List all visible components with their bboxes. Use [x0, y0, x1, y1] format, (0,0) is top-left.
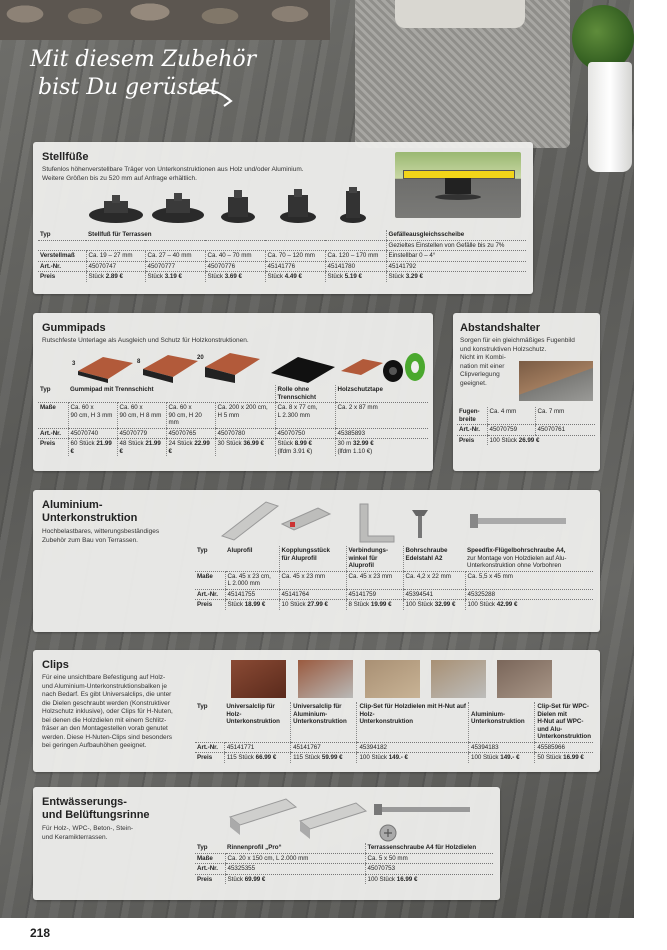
pad-number: 3	[72, 361, 76, 367]
table-row: Art.-Nr. 45325355 45070753	[195, 864, 493, 875]
section-title: Entwässerungs- und Belüftungsrinne	[42, 796, 150, 821]
gummipads-table	[38, 385, 428, 456]
price-cell: 115 Stück 66.99 €	[224, 753, 290, 763]
table-row: Art.-Nr. 45070747 45070777 45070776 45141776 45141780 45141792	[38, 261, 526, 272]
section-title: Stellfüße	[42, 151, 89, 163]
panel-aluminium	[33, 490, 600, 632]
cushion	[395, 0, 525, 28]
table-row: Preis 100 Stück 26.99 €	[457, 435, 595, 445]
panel-stellfuesse	[33, 142, 533, 294]
clip-photo	[497, 660, 552, 698]
rinne-images	[228, 795, 483, 843]
stone-border	[0, 0, 330, 40]
table-row: Art.-Nr. 45070740 45070779 45070765 45070780 45070750 45385893	[38, 428, 428, 439]
price-cell: Stück 69.99 €	[225, 874, 365, 884]
panel-clips	[33, 650, 600, 772]
abstandshalter-table	[457, 407, 595, 445]
price-cell: Stück 2.89 €	[86, 272, 145, 282]
price-cell: 100 Stück 149.- €	[469, 753, 535, 763]
table-row: Typ Stellfuß für Terrassen Gefälleausgleichsscheibe	[38, 230, 526, 240]
price-cell: 50 Stück 16.99 €	[535, 753, 593, 763]
table-row: Typ Aluprofil Kopplungsstück für Aluprofil Verbindungs- winkel für Aluprofil Bohrschraube Edelstahl A2 Speedfix-Flügelbohrschraube A4, zur Montage von Holzdielen auf Alu- Unterkonstruktion ohne Vorbohren	[195, 546, 593, 571]
table-row: Preis Stück 2.89 € Stück 3.19 € Stück 3.69 € Stück 4.49 € Stück 5.19 € Stück 3.29 €	[38, 272, 526, 282]
arrow-icon	[190, 86, 238, 112]
table-row: Typ Rinnenprofil „Pro“ Terrassenschraube A4 für Holzdielen	[195, 843, 493, 853]
price-cell: 100 Stück 149.- €	[357, 753, 469, 763]
table-row: Typ Gummipad mit Trennschicht Rolle ohne Trennschicht Holzschutztape	[38, 385, 428, 403]
price-cell: 100 Stück 16.99 €	[365, 874, 493, 884]
table-row: Gezieltes Einstellen von Gefälle bis zu 7%	[38, 240, 526, 251]
table-row: Typ Universalclip für Holz- Unterkonstruktion Universalclip für Aluminium- Unterkonstruktion Clip-Set für Holzdielen mit H-Nut auf Holz- Unterkonstruktion Aluminium- Unterkonstruktion Clip-Set für WPC-Dielen mit H-Nut auf WPC-und Alu- Unterkonstruktion	[197, 703, 591, 740]
price-cell: 100 Stück 42.99 €	[465, 600, 593, 610]
panel-abstandshalter	[453, 313, 600, 471]
section-title: Gummipads	[42, 322, 106, 334]
price-cell: 115 Stück 59.99 €	[291, 753, 357, 763]
table-row: Preis Stück 18.99 € 10 Stück 27.99 € 8 Stück 19.99 € 100 Stück 32.99 € 100 Stück 42.99 €	[195, 600, 593, 610]
price-cell: 10 Stück 27.99 €	[279, 600, 346, 610]
price-cell: Stück 3.29 €	[386, 272, 526, 282]
price-cell: 30 m 32.99 € (lfdm 1.10 €)	[335, 439, 428, 457]
entwaesserung-table	[195, 843, 493, 884]
plant-pot	[588, 62, 632, 172]
page-number: 218	[30, 926, 51, 940]
table-row: Art.-Nr. 45141771 45141767 45394182 45394183 45585966	[195, 742, 593, 753]
clip-photo	[298, 660, 353, 698]
section-desc: Sorgen für ein gleichmäßiges Fugenbild und konstruktiven Holzschutz. Nicht im Kombi- nation mit einer Clipverlegung geeignet.	[460, 337, 575, 387]
abstandshalter-photo	[519, 361, 593, 401]
price-cell: 8 Stück 19.99 €	[346, 600, 403, 610]
table-row: Preis 115 Stück 66.99 € 115 Stück 59.99 € 100 Stück 149.- € 100 Stück 149.- € 50 Stück 16.99 €	[195, 753, 593, 763]
section-title: Clips	[42, 659, 69, 671]
section-desc: Stufenlos höhenverstellbare Träger von Unterkonstruktionen aus Holz und/oder Aluminium. Weitere Größen bis zu 520 mm auf Anfrage erhältlich.	[42, 166, 304, 182]
headline-line-2: bist Du gerüstet	[38, 75, 219, 100]
table-row: Maße Ca. 60 x 90 cm, H 3 mm Ca. 60 x 90 cm, H 8 mm Ca. 60 x 90 cm, H 20 mm Ca. 200 x 200 cm, H 5 mm Ca. 8 x 77 cm, L 2.300 mm Ca. 2 x 87 mm	[38, 403, 428, 429]
price-cell: 24 Stück 22.99 €	[166, 439, 215, 457]
gummipad-images	[73, 349, 428, 385]
pad-number: 20	[197, 355, 204, 361]
stellfuesse-table	[38, 230, 526, 282]
price-cell: 30 Stück 36.99 €	[215, 439, 275, 457]
table-row: Maße Ca. 20 x 150 cm, L 2.000 mm Ca. 5 x 50 mm	[195, 853, 493, 864]
price-cell: Stück 18.99 €	[225, 600, 279, 610]
stellfuss-images	[88, 187, 378, 229]
price-cell: Stück 3.19 €	[145, 272, 205, 282]
panel-gummipads	[33, 313, 433, 471]
price-cell: Stück 4.49 €	[265, 272, 325, 282]
aluminium-images	[218, 496, 578, 544]
section-title: Aluminium- Unterkonstruktion	[42, 499, 138, 524]
clip-photo	[231, 660, 286, 698]
price-cell: 60 Stück 21.99 €	[68, 439, 117, 457]
clip-photo	[431, 660, 486, 698]
price-cell: Stück 5.19 €	[325, 272, 386, 282]
table-row: Preis 60 Stück 21.99 € 48 Stück 21.99 € 24 Stück 22.99 € 30 Stück 36.99 € Stück 8.99 € (lfdm 3.91 €) 30 m 32.99 € (lfdm 1.10 €)	[38, 439, 428, 457]
table-row: Verstellmaß Ca. 19 – 27 mm Ca. 27 – 40 mm Ca. 40 – 70 mm Ca. 70 – 120 mm Ca. 120 – 170 mm Einstellbar 0 – 4°	[38, 251, 526, 262]
table-row: Preis Stück 69.99 € 100 Stück 16.99 €	[195, 874, 493, 884]
price-cell: Stück 3.69 €	[205, 272, 265, 282]
headline-line-1: Mit diesem Zubehör	[30, 47, 257, 72]
table-row: Maße Ca. 45 x 23 cm, L 2.000 mm Ca. 45 x 23 mm Ca. 45 x 23 mm Ca. 4,2 x 22 mm Ca. 5,5 x 45 mm	[195, 571, 593, 589]
price-cell: Stück 8.99 € (lfdm 3.91 €)	[275, 439, 335, 457]
stellfuss-detail	[445, 178, 471, 194]
section-desc: Rutschfeste Unterlage als Ausgleich und Schutz für Holzkonstruktionen.	[42, 337, 249, 344]
clip-photo	[365, 660, 420, 698]
section-desc: Für eine unsichtbare Befestigung auf Holz- und Aluminium-Unterkonstruktionsbalken je nach Bedarf. Es gibt Universalclips, die unter die Dielen geschraubt werden (Konstruktiver Holzschutz inklusive), oder Clips für H-Nuten, bei denen die Holzdielen mit einem Schlitz- fräser an den Montagestellen vorab genutet werden. Diese H-Nuten-Clips sind besonders bei geringen Aufbauhöhen geeignet.	[42, 674, 173, 749]
price-cell: 48 Stück 21.99 €	[117, 439, 166, 457]
aluminium-table	[195, 546, 593, 610]
pad-number: 8	[137, 359, 141, 365]
table-row: Art.-Nr. 45070759 45070761	[457, 425, 595, 436]
price-cell: 100 Stück 32.99 €	[403, 600, 465, 610]
section-desc: Für Holz-, WPC-, Beton-, Stein- und Keramikterrassen.	[42, 825, 134, 841]
clips-table	[195, 702, 593, 763]
price-cell: 100 Stück 26.99 €	[487, 435, 595, 445]
table-row: Fugen- breite Ca. 4 mm Ca. 7 mm	[457, 407, 595, 425]
section-title: Abstandshalter	[460, 322, 541, 334]
table-row: Art.-Nr. 45141755 45141764 45141759 45394541 45325288	[195, 589, 593, 600]
panel-entwaesserung	[33, 787, 500, 900]
section-desc: Hochbelastbares, witterungsbeständiges Zubehör zum Bau von Terrassen.	[42, 528, 160, 544]
gefaelle-photo	[395, 152, 521, 218]
